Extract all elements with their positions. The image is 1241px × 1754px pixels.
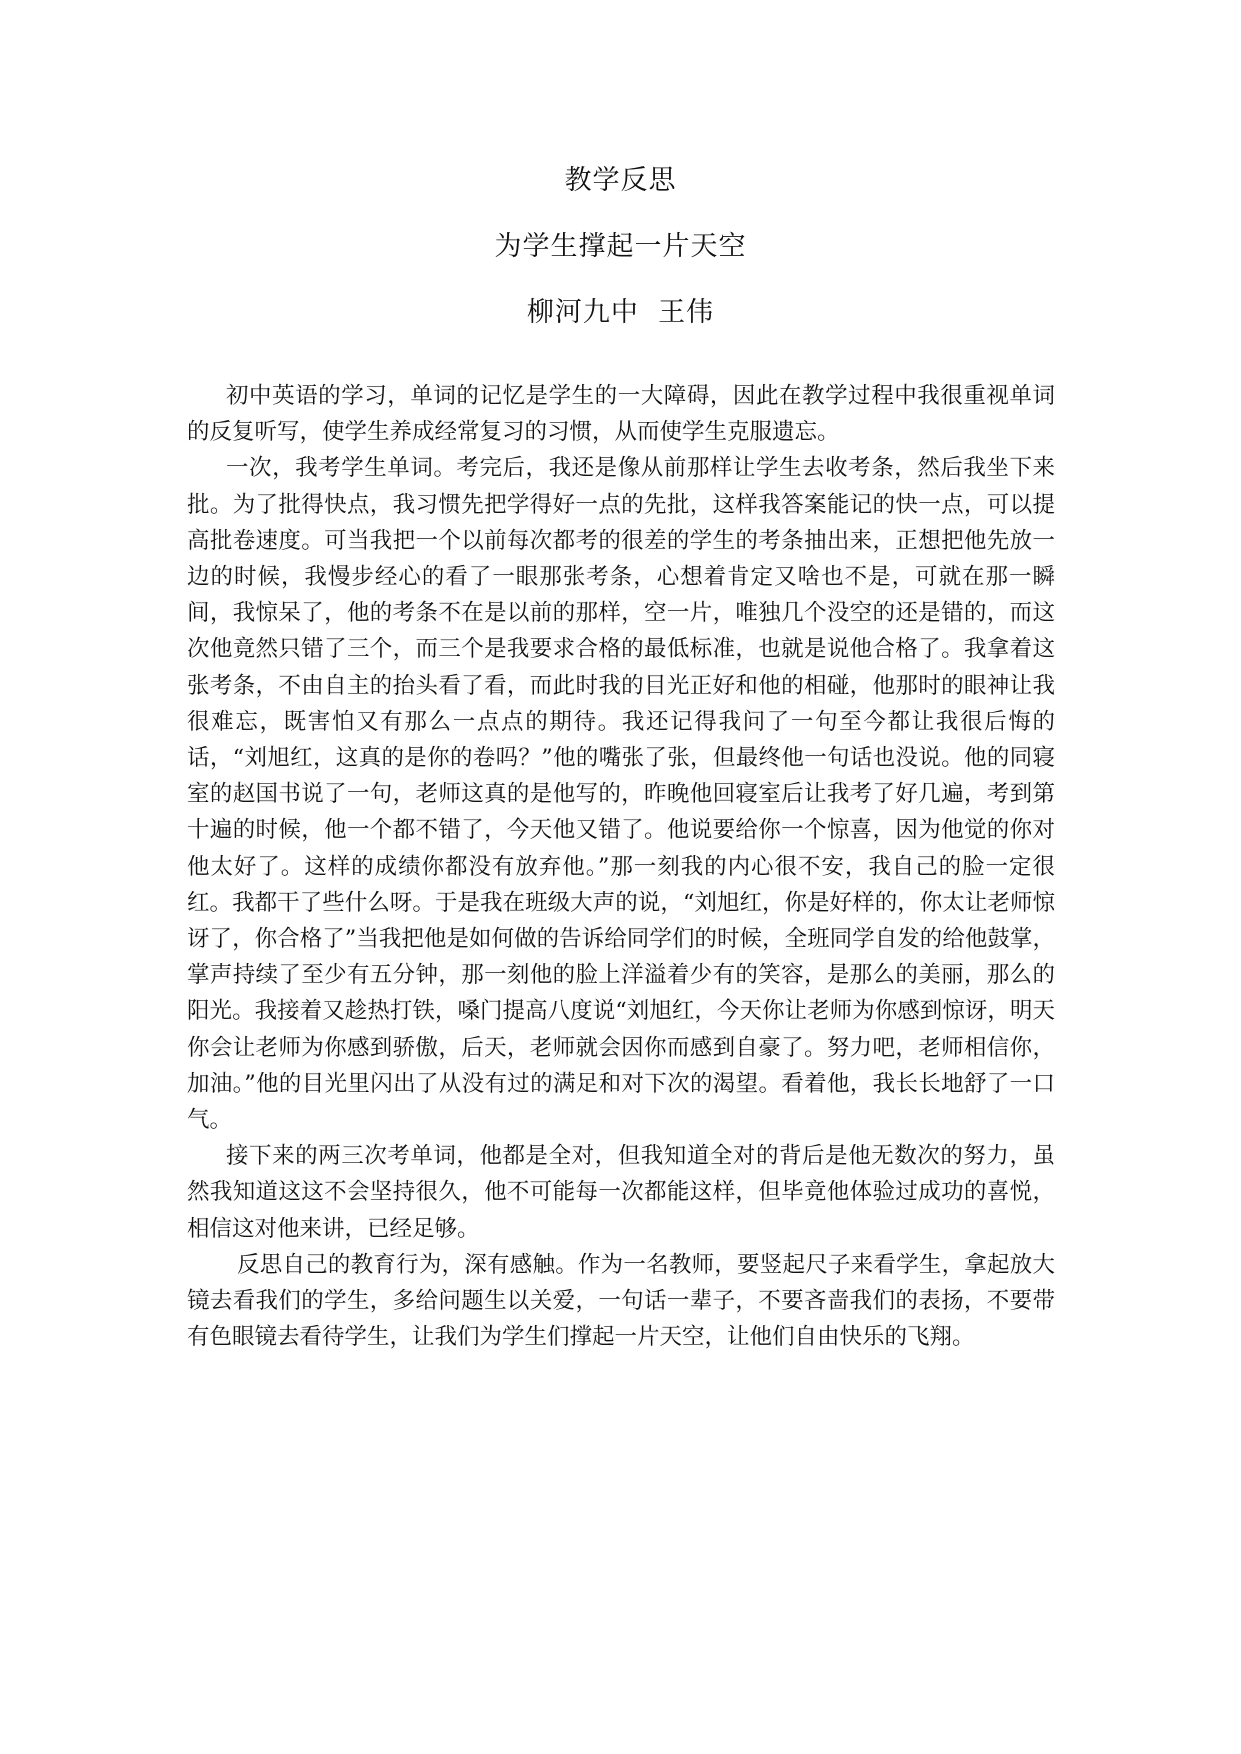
document-subtitle: 为学生撑起一片天空 xyxy=(494,231,747,262)
paragraph-followup: 接下来的两三次考单词，他都是全对，但我知道全对的背后是他无数次的努力，虽然我知道这这不会坚持很久，他不可能每一次都能这样，但毕竟他体验过成功的喜悦，相信这对他来讲，已经足够。 xyxy=(187,1143,1055,1242)
paragraph-intro: 初中英语的学习，单词的记忆是学生的一大障碍，因此在教学过程中我很重视单词的反复听写，使学生养成经常复习的习惯，从而使学生克服遗忘。 xyxy=(187,383,1055,446)
paragraph-story: 一次，我考学生单词。考完后，我还是像从前那样让学生去收考条，然后我坐下来批。为了批得快点，我习惯先把学得好一点的先批，这样我答案能记的快一点，可以提高批卷速度。可当我把一个以前每次都考的很差的学生的考条抽出来，正想把他先放一边的时候，我慢步经心的看了一眼那张考条，心想着肯定又啥也不是，可就在那一瞬间，我惊呆了，他的考条不在是以前的那样，空一片，唯独几个没空的还是错的，而这次他竟然只错了三个，而三个是我要求合格的最低标准，也就是说他合格了。我拿着这张考条，不由自主的抬头看了看，而此时我的目光正好和他的相碰，他那时的眼神让我很难忘，既害怕又有那么一点点的期待。我还记得我问了一句至今都让我很后悔的话，“刘旭红，这真的是你的卷吗？”他的嘴张了张，但最终他一句话也没说。他的同寝室的赵国书说了一句，老师这真的是他写的，昨晚他回寝室后让我考了好几遍，考到第十遍的时候，他一个都不错了，今天他又错了。他说要给你一个惊喜，因为他觉的你对他太好了。这样的成绩你都没有放弃他。”那一刻我的内心很不安，我自己的脸一定很红。我都干了些什么呀。于是我在班级大声的说，“刘旭红，你是好样的，你太让老师惊讶了，你合格了”当我把他是如何做的告诉给同学们的时候，全班同学自发的给他鼓掌，掌声持续了至少有五分钟，那一刻他的脸上洋溢着少有的笑容，是那么的美丽，那么的阳光。我接着又趁热打铁，嗓门提高八度说“刘旭红，今天你让老师为你感到惊讶，明天你会让老师为你感到骄傲，后天，老师就会因你而感到自豪了。努力吧，老师相信你，加油。”他的目光里闪出了从没有过的满足和对下次的渴望。看着他，我长长地舒了一口气。 xyxy=(187,455,1055,1134)
document-body xyxy=(187,378,1055,1355)
paragraph-reflection: 反思自己的教育行为，深有感触。作为一名教师，要竖起尺子来看学生，拿起放大镜去看我们的学生，多给问题生以关爱，一句话一辈子，不要吝啬我们的表扬，不要带有色眼镜去看待学生，让我们为学生们撑起一片天空，让他们自由快乐的飞翔。 xyxy=(187,1251,1055,1351)
author-line: 柳河九中 王伟 xyxy=(526,297,715,328)
document-title: 教学反思 xyxy=(564,165,677,196)
